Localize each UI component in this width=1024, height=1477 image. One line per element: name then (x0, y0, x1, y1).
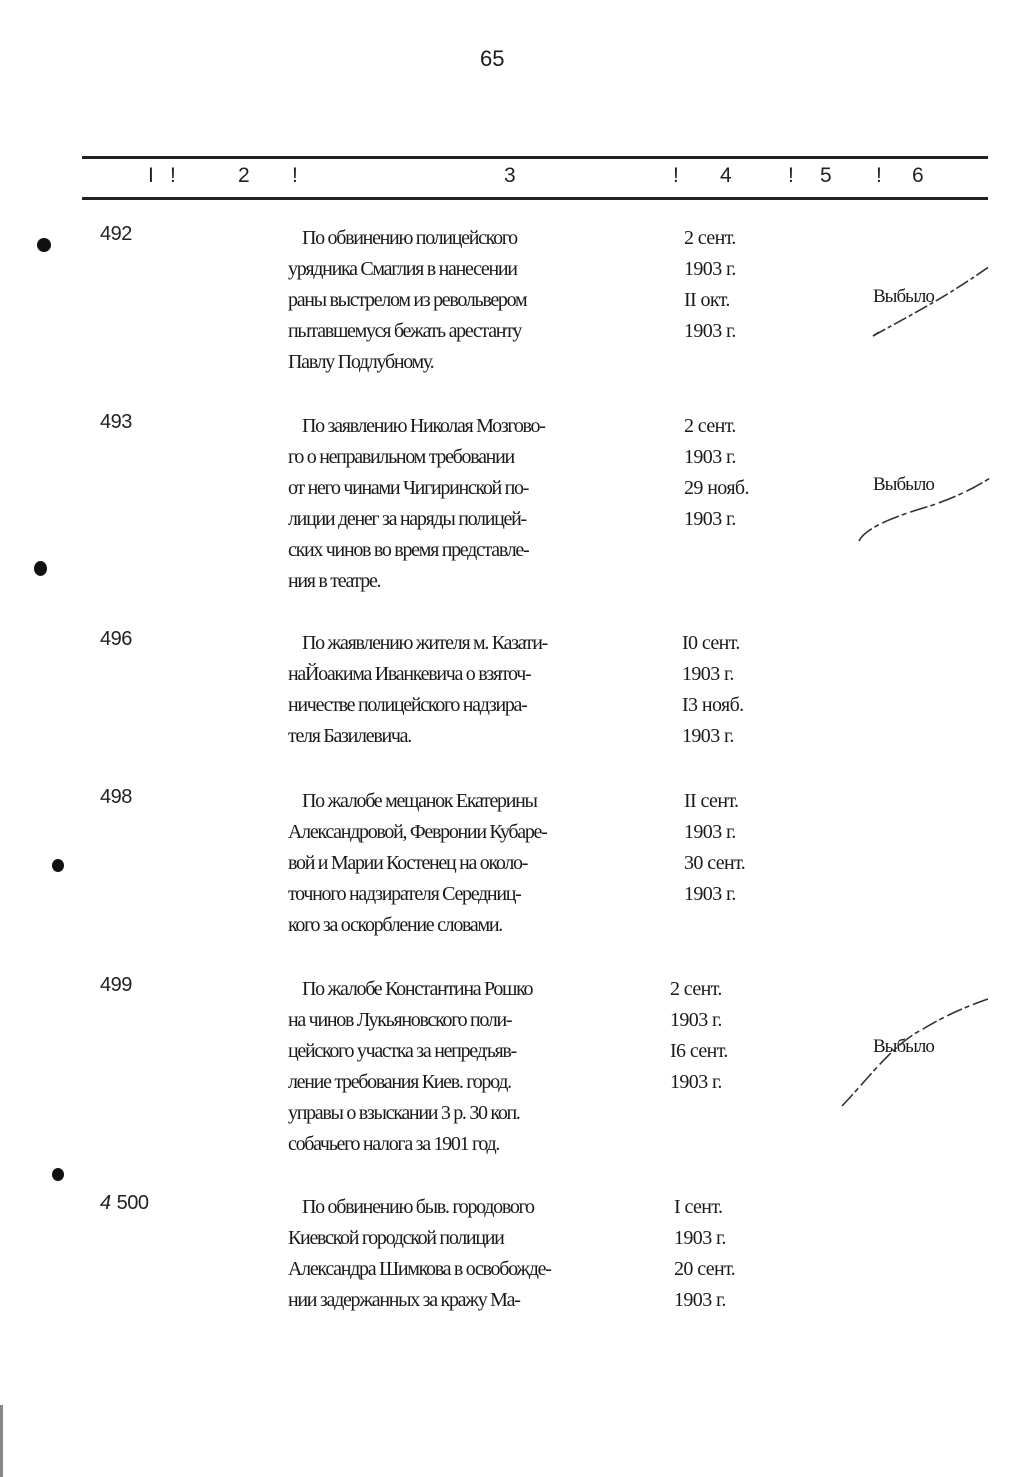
description-line: управы о взыскании 3 р. 30 коп. (288, 1102, 520, 1124)
description-line: пытавшемуся бежать арестанту (288, 320, 522, 342)
date-line: 1903 г. (670, 1071, 722, 1093)
description-line: Павлу Подлубному. (288, 351, 434, 373)
date-line: 2 сент. (684, 227, 736, 249)
entry-number: 498 (100, 786, 132, 808)
entry-description (288, 223, 688, 378)
entry-number-prefix: 4 (100, 1192, 111, 1214)
binding-hole-mark (34, 561, 47, 576)
entry-number: 493 (100, 411, 132, 433)
date-line: II окт. (684, 289, 730, 311)
column-separator: ! (876, 164, 882, 187)
description-line: го о неправильном требовании (288, 446, 514, 468)
description-line: По жаявлению жителя м. Казати- (302, 632, 548, 654)
description-line: точного надзирателя Середниц- (288, 883, 521, 905)
description-line: ских чинов во время представле- (288, 539, 529, 561)
date-line: II сент. (684, 790, 739, 812)
page-number: 65 (480, 46, 505, 71)
description-line: Александровой, Февронии Кубаре- (288, 821, 547, 843)
description-line: теля Базилевича. (288, 725, 411, 747)
status-note: Выбыло (873, 1036, 934, 1057)
date-line: 1903 г. (684, 258, 736, 280)
description-line: По жалобе мещанок Екатерины (302, 790, 537, 812)
column-header-5: 5 (820, 164, 832, 187)
column-header-4: 4 (720, 164, 732, 187)
header-rule-bottom (82, 197, 988, 200)
scan-edge (0, 1405, 3, 1477)
entry-number (100, 1192, 149, 1215)
entry-dates (684, 786, 804, 910)
table-header (0, 162, 1024, 192)
binding-hole-mark (37, 238, 51, 252)
entry-number: 492 (100, 223, 132, 245)
date-line: 1903 г. (670, 1009, 722, 1031)
entry-number: 499 (100, 974, 132, 996)
description-line: лиции денег за наряды полицей- (288, 508, 526, 530)
date-line: 1903 г. (674, 1289, 726, 1311)
entry-dates (684, 411, 804, 535)
date-line: 20 сент. (674, 1258, 736, 1280)
description-line: По обвинению полицейского (302, 227, 517, 249)
date-line: 1903 г. (684, 508, 736, 530)
description-line: нии задержанных за кражу Ма- (288, 1289, 520, 1311)
column-header-1: I (148, 164, 154, 187)
column-header-6: 6 (912, 164, 924, 187)
entry-description (288, 1192, 688, 1316)
entry-description (288, 974, 688, 1160)
description-line: Киевской городской полиции (288, 1227, 504, 1249)
date-line: 1903 г. (684, 320, 736, 342)
description-line: на чинов Лукьяновского поли- (288, 1009, 512, 1031)
entry-description (288, 411, 688, 597)
entry-dates (684, 223, 804, 347)
description-line: вой и Марии Костенец на около- (288, 852, 528, 874)
entry-number-value: 500 (116, 1192, 149, 1214)
description-line: наЙоакима Иванкевича о взяточ- (288, 663, 531, 685)
date-line: 30 сент. (684, 852, 746, 874)
entry-description (288, 628, 688, 752)
description-line: ния в театре. (288, 570, 381, 592)
status-note: Выбыло (873, 286, 934, 307)
entry-description (288, 786, 688, 941)
entry-number: 496 (100, 628, 132, 650)
entry-dates (682, 628, 802, 752)
description-line: цейского участка за непредъяв- (288, 1040, 516, 1062)
column-separator: ! (788, 164, 794, 187)
description-line: ничестве полицейского надзира- (288, 694, 527, 716)
date-line: I0 сент. (682, 632, 740, 654)
date-line: 1903 г. (684, 883, 736, 905)
header-rule-top (82, 156, 988, 159)
date-line: 2 сент. (684, 415, 736, 437)
column-header-3: 3 (504, 164, 516, 187)
column-header-2: 2 (238, 164, 250, 187)
description-line: урядника Смаглия в нанесении (288, 258, 517, 280)
date-line: 1903 г. (684, 821, 736, 843)
binding-hole-mark (52, 1168, 64, 1181)
entry-dates (674, 1192, 794, 1316)
description-line: ление требования Киев. город. (288, 1071, 511, 1093)
date-line: 1903 г. (682, 663, 734, 685)
description-line: По жалобе Константина Рошко (302, 978, 533, 1000)
date-line: 1903 г. (682, 725, 734, 747)
date-line: 2 сент. (670, 978, 722, 1000)
date-line: I3 нояб. (682, 694, 744, 716)
column-separator: ! (292, 164, 298, 187)
description-line: собачьего налога за 1901 год. (288, 1133, 500, 1155)
date-line: 1903 г. (684, 446, 736, 468)
date-line: I6 сент. (670, 1040, 728, 1062)
column-separator: ! (170, 164, 176, 187)
description-line: кого за оскорбление словами. (288, 914, 502, 936)
entry-dates (670, 974, 790, 1098)
description-line: от него чинами Чигиринской по- (288, 477, 529, 499)
description-line: раны выстрелом из револьвером (288, 289, 527, 311)
description-line: По обвинению быв. городового (302, 1196, 534, 1218)
description-line: По заявлению Николая Мозгово- (302, 415, 545, 437)
description-line: Александра Шимкова в освобожде- (288, 1258, 551, 1280)
status-note: Выбыло (873, 474, 934, 495)
date-line: 1903 г. (674, 1227, 726, 1249)
binding-hole-mark (52, 859, 64, 872)
date-line: I сент. (674, 1196, 723, 1218)
column-separator: ! (673, 164, 679, 187)
date-line: 29 нояб. (684, 477, 749, 499)
